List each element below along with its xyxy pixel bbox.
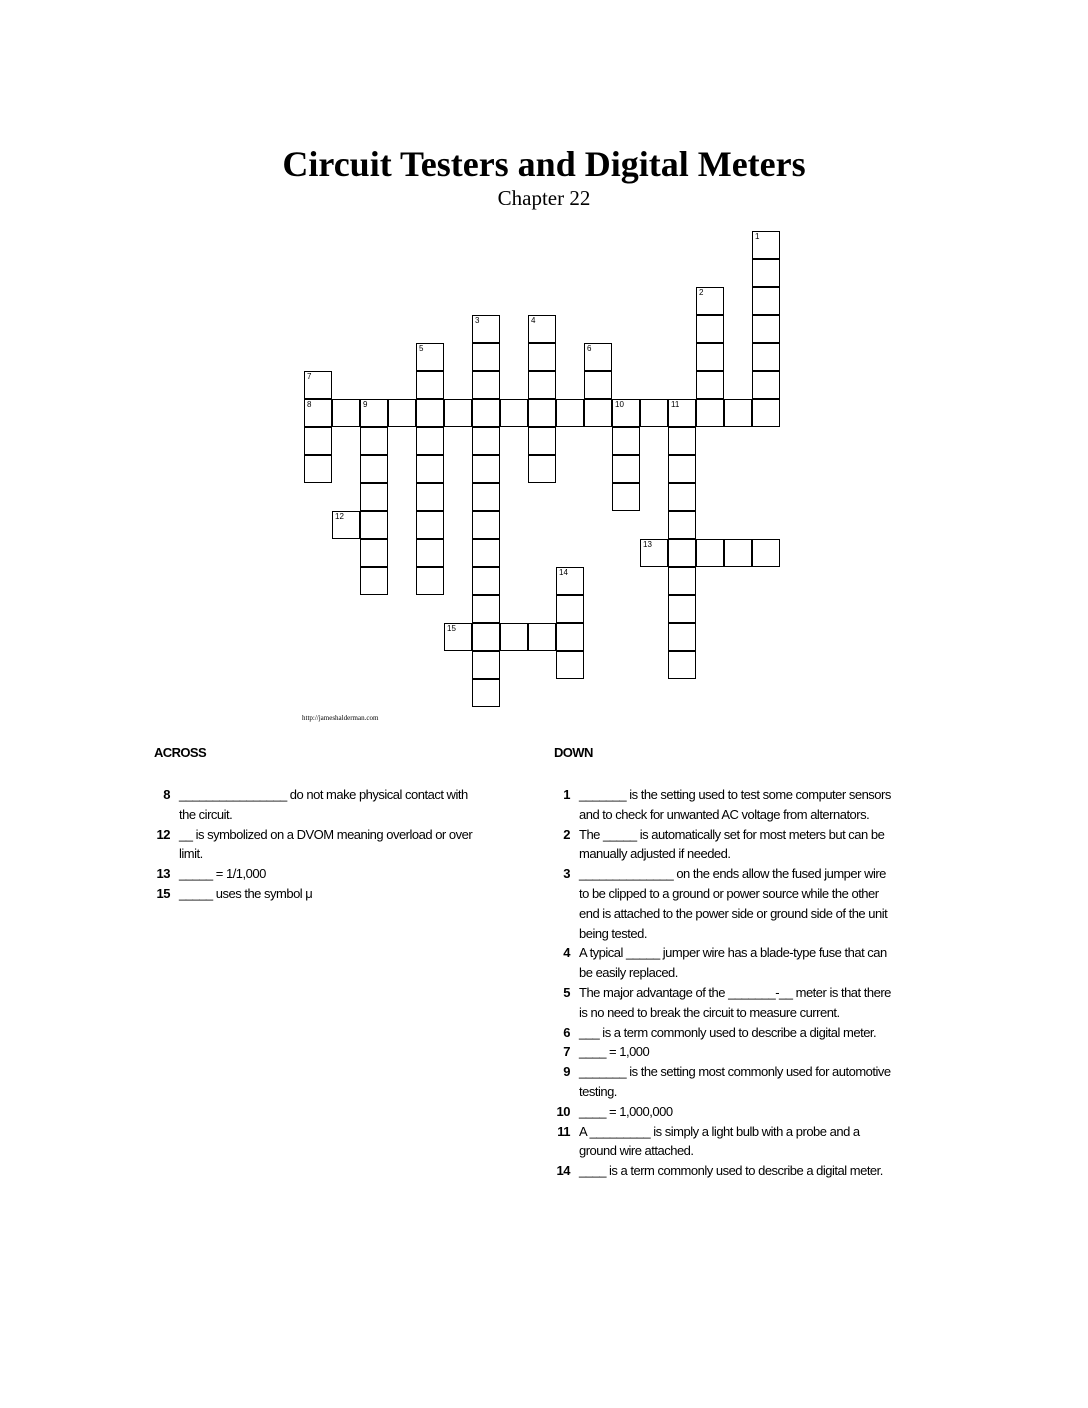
grid-cell[interactable] (500, 623, 528, 651)
down-clue (554, 1122, 894, 1162)
clue-text: ______________ on the ends allow the fused jumper wire to be clipped to a ground or power source while the other end is attached to the power side or ground side of the unit being tested. (579, 866, 888, 941)
grid-cell[interactable] (472, 679, 500, 707)
grid-cell[interactable] (304, 427, 332, 455)
grid-cell[interactable] (360, 483, 388, 511)
clue-number: 9 (563, 1064, 570, 1080)
clue-text: ____ = 1,000 (579, 1044, 650, 1060)
grid-cell[interactable] (612, 455, 640, 483)
grid-cell[interactable] (472, 511, 500, 539)
clue-number: 12 (156, 826, 170, 842)
grid-cell[interactable] (472, 427, 500, 455)
grid-cell[interactable] (472, 483, 500, 511)
cell-number: 2 (699, 288, 704, 297)
grid-cell[interactable] (556, 595, 584, 623)
grid-cell[interactable] (388, 399, 416, 427)
clue-text: _____ = 1/1,000 (179, 866, 266, 882)
clue-number: 13 (156, 866, 170, 882)
down-clue (554, 1161, 894, 1181)
clue-text: ____ is a term commonly used to describe a digital meter. (579, 1163, 883, 1179)
grid-cell[interactable] (696, 371, 724, 399)
grid-cell[interactable] (752, 399, 780, 427)
grid-cell[interactable] (416, 399, 444, 427)
grid-cell[interactable] (528, 371, 556, 399)
grid-cell[interactable] (668, 567, 696, 595)
grid-cell[interactable] (332, 511, 360, 539)
grid-cell[interactable] (640, 539, 668, 567)
clue-number: 5 (563, 984, 570, 1000)
grid-cell[interactable] (528, 427, 556, 455)
clue-number: 2 (563, 826, 570, 842)
across-clue (154, 785, 484, 825)
across-clue (154, 884, 484, 904)
cell-number: 8 (307, 400, 312, 409)
across-clue (154, 864, 484, 884)
cell-number: 9 (363, 400, 368, 409)
grid-cell[interactable] (752, 315, 780, 343)
cell-number: 12 (335, 512, 344, 521)
cell-number: 11 (671, 400, 680, 409)
grid-cell[interactable] (472, 399, 500, 427)
clue-number: 10 (556, 1103, 570, 1119)
grid-cell[interactable] (556, 567, 584, 595)
grid-cell[interactable] (724, 399, 752, 427)
cell-number: 7 (307, 372, 312, 381)
grid-cell[interactable] (612, 399, 640, 427)
clue-text: A _________ is simply a light bulb with a probe and a ground wire attached. (579, 1123, 860, 1159)
grid-cell[interactable] (304, 371, 332, 399)
grid-cell[interactable] (528, 315, 556, 343)
grid-cell[interactable] (752, 259, 780, 287)
grid-cell[interactable] (752, 371, 780, 399)
clue-text: ________________ do not make physical contact with the circuit. (179, 787, 468, 822)
down-clue (554, 785, 894, 825)
grid-cell[interactable] (416, 455, 444, 483)
across-heading: ACROSS (154, 745, 207, 760)
cell-number: 3 (475, 316, 480, 325)
grid-cell[interactable] (696, 539, 724, 567)
cell-number: 6 (587, 344, 592, 353)
grid-cell[interactable] (444, 399, 472, 427)
grid-cell[interactable] (640, 399, 668, 427)
clue-number: 1 (563, 787, 570, 802)
grid-cell[interactable] (528, 455, 556, 483)
grid-cell[interactable] (556, 399, 584, 427)
grid-cell[interactable] (528, 399, 556, 427)
grid-cell[interactable] (416, 343, 444, 371)
clue-text: ____ = 1,000,000 (579, 1103, 673, 1119)
grid-cell[interactable] (668, 399, 696, 427)
clue-text: ___ is a term commonly used to describe a digital meter. (579, 1024, 877, 1040)
grid-cell[interactable] (444, 623, 472, 651)
grid-cell[interactable] (528, 623, 556, 651)
down-clue (554, 943, 894, 983)
grid-cell[interactable] (332, 399, 360, 427)
grid-cell[interactable] (500, 399, 528, 427)
grid-cell[interactable] (416, 483, 444, 511)
clue-number: 11 (557, 1123, 570, 1139)
page-title: Circuit Testers and Digital Meters (282, 144, 806, 184)
grid-cell[interactable] (472, 651, 500, 679)
grid-cell[interactable] (528, 343, 556, 371)
grid-cell[interactable] (612, 427, 640, 455)
grid-cell[interactable] (472, 315, 500, 343)
grid-cell[interactable] (668, 651, 696, 679)
grid-cell[interactable] (472, 343, 500, 371)
down-clue-list (554, 785, 894, 1181)
grid-cell[interactable] (752, 231, 780, 259)
across-clue (154, 825, 484, 865)
grid-cell[interactable] (360, 455, 388, 483)
cell-number: 15 (447, 624, 456, 633)
grid-cell[interactable] (696, 399, 724, 427)
source-url: http://jameshalderman.com (302, 714, 379, 722)
grid-cell[interactable] (752, 343, 780, 371)
grid-cell[interactable] (612, 483, 640, 511)
cell-number: 4 (531, 316, 536, 325)
down-clue (554, 1102, 894, 1122)
grid-cell[interactable] (472, 455, 500, 483)
down-clue (554, 1023, 894, 1043)
grid-cell[interactable] (584, 371, 612, 399)
cell-number: 10 (615, 400, 624, 409)
across-clue-list (154, 785, 484, 904)
grid-cell[interactable] (752, 539, 780, 567)
grid-cell[interactable] (416, 371, 444, 399)
grid-cell[interactable] (416, 427, 444, 455)
down-clue (554, 825, 894, 865)
clue-text: _____ uses the symbol μ (179, 885, 313, 901)
grid-cell[interactable] (472, 567, 500, 595)
grid-cell[interactable] (752, 287, 780, 315)
clue-text: A typical _____ jumper wire has a blade-type fuse that can be easily replaced. (579, 945, 887, 981)
grid-cell[interactable] (304, 455, 332, 483)
grid-cell[interactable] (668, 483, 696, 511)
grid-cell[interactable] (696, 287, 724, 315)
clue-number: 4 (563, 945, 570, 961)
grid-cell[interactable] (584, 343, 612, 371)
clue-text: The _____ is automatically set for most meters but can be manually adjusted if needed. (579, 826, 885, 862)
grid-cell[interactable] (556, 623, 584, 651)
grid-cell[interactable] (668, 455, 696, 483)
clue-text: _______ is the setting used to test some computer sensors and to check for unwanted AC voltage from alternators. (579, 787, 891, 822)
cell-number: 1 (755, 232, 760, 241)
clue-number: 3 (563, 866, 570, 882)
grid-cell[interactable] (360, 399, 388, 427)
grid-cell[interactable] (472, 371, 500, 399)
grid-cell[interactable] (696, 343, 724, 371)
down-clue (554, 1062, 894, 1102)
clue-number: 7 (563, 1044, 570, 1060)
grid-cell[interactable] (360, 511, 388, 539)
grid-cell[interactable] (472, 595, 500, 623)
grid-cell[interactable] (360, 427, 388, 455)
clue-text: The major advantage of the _______-__ meter is that there is no need to break the circuit to measure current. (579, 984, 891, 1020)
grid-cell[interactable] (472, 539, 500, 567)
grid-cell[interactable] (668, 427, 696, 455)
page-subtitle: Chapter 22 (497, 186, 591, 210)
grid-cell[interactable] (360, 567, 388, 595)
grid-cell[interactable] (668, 595, 696, 623)
clue-text: __ is symbolized on a DVOM meaning overload or over limit. (179, 826, 473, 862)
grid-cell[interactable] (416, 567, 444, 595)
grid-cell[interactable] (416, 511, 444, 539)
grid-cell[interactable] (304, 399, 332, 427)
grid-cell[interactable] (724, 539, 752, 567)
grid-cell[interactable] (668, 623, 696, 651)
grid-cell[interactable] (556, 651, 584, 679)
grid-cell[interactable] (696, 315, 724, 343)
clue-number: 6 (563, 1024, 570, 1040)
grid-cell[interactable] (360, 539, 388, 567)
cell-number: 14 (559, 568, 568, 577)
cell-number: 13 (643, 540, 652, 549)
grid-cell[interactable] (472, 623, 500, 651)
clue-text: _______ is the setting most commonly used for automotive testing. (579, 1064, 891, 1099)
down-clue (554, 1042, 894, 1062)
cell-number: 5 (419, 344, 424, 353)
clue-number: 15 (156, 885, 170, 901)
clue-number: 14 (556, 1163, 570, 1179)
grid-cell[interactable] (416, 539, 444, 567)
grid-cell[interactable] (668, 511, 696, 539)
down-clue (554, 983, 894, 1023)
grid-cell[interactable] (584, 399, 612, 427)
grid-cell[interactable] (668, 539, 696, 567)
down-clue (554, 864, 894, 943)
down-heading: DOWN (554, 745, 593, 760)
clue-number: 8 (163, 787, 170, 802)
